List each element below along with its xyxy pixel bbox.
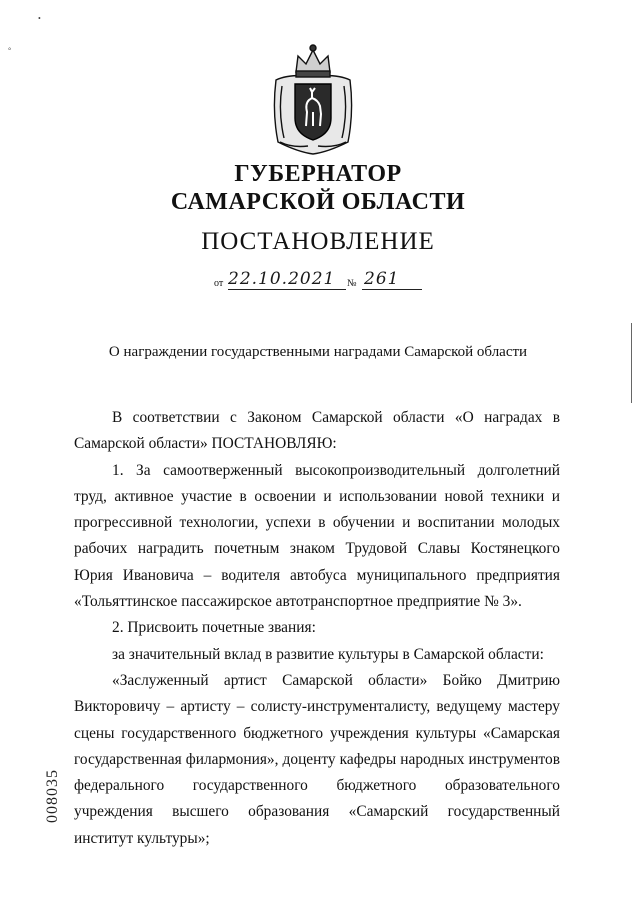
date-prefix: от [214, 278, 224, 289]
decree-title: ПОСТАНОВЛЕНИЕ [201, 228, 435, 255]
region-title: САМАРСКОЙ ОБЛАСТИ [170, 189, 466, 215]
date-value: 22.10.2021 [228, 269, 336, 289]
paragraph-award: «Заслуженный артист Самарской области» Бойко Дмитрию Викторовичу – артисту – солисту-инструменталисту, ведущему мастеру сцены государственного бюджетного учреждения культуры «Самарская государственная филармония», доценту кафедры народных инструментов федерального государственного бюджетного образовательного учреждения высшего образования «Самарский государственный институт культуры»; [74, 671, 560, 847]
scan-mark: • [38, 14, 41, 23]
scan-mark: ° [8, 46, 12, 55]
paragraph-item-1: 1. За самоотверженный высокопроизводительный долголетний труд, активное участие в освоении и использовании новой техники и прогрессивной технологии, успехи в обучении и воспитании молодых рабочих наградить почетным знаком Трудовой Славы Костянецкого Юрия Ивановича – водителя автобуса муниципального предприятия «Тольяттинское пассажирское автотранспортное предприятие № 3». [74, 461, 560, 611]
paragraph-intro: В соответствии с Законом Самарской области «О наградах в Самарской области» ПОСТАНОВЛЯЮ: [74, 409, 560, 453]
side-serial-number: 008035 [44, 769, 61, 823]
number-underline [362, 289, 422, 290]
document-body [74, 405, 560, 852]
paragraph-culture: за значительный вклад в развитие культуры в Самарской области: [112, 645, 544, 663]
date-underline [228, 289, 346, 290]
number-value: 261 [364, 269, 400, 289]
paragraph-item-2: 2. Присвоить почетные звания: [112, 619, 316, 637]
scan-edge-line [631, 323, 632, 403]
governor-title: ГУБЕРНАТОР [234, 161, 402, 187]
coat-of-arms-icon [268, 42, 358, 156]
number-prefix: № [347, 278, 357, 289]
document-subject: О награждении государственными наградами Самарской области [108, 344, 528, 360]
